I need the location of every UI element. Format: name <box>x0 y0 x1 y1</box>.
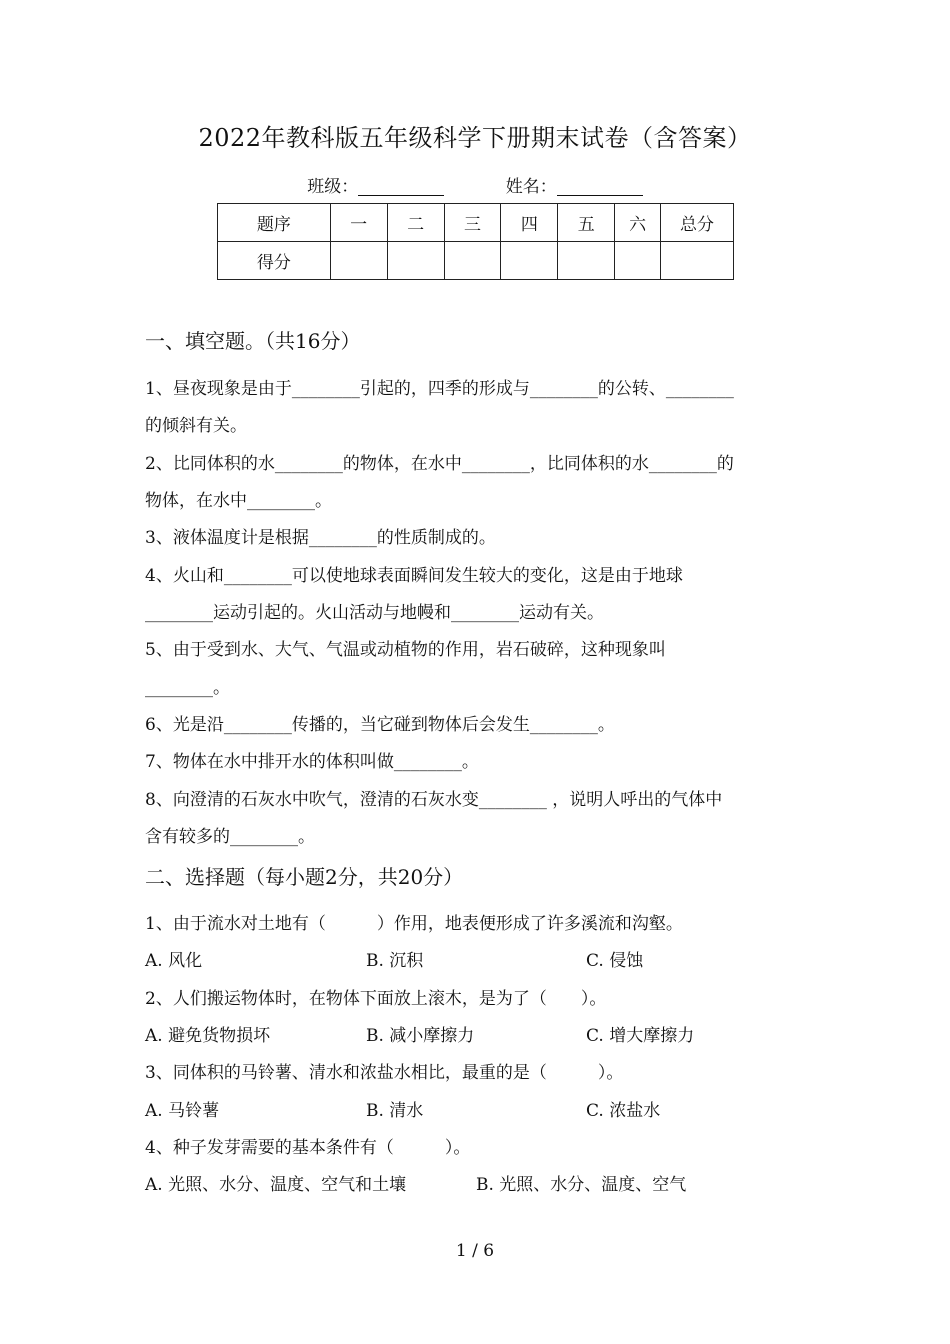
q3-option-b[interactable]: B. 清水 <box>366 1101 424 1121</box>
section1-line: 含有较多的________。 <box>145 827 315 847</box>
score-cell[interactable] <box>330 242 387 280</box>
header-cell: 三 <box>444 204 501 242</box>
q2-option-b[interactable]: B. 减小摩擦力 <box>366 1026 475 1046</box>
class-blank[interactable] <box>358 177 444 196</box>
section1-line: 6、光是沿________传播的，当它碰到物体后会发生________。 <box>145 715 615 735</box>
section2-heading: 二、选择题（每小题2分，共20分） <box>145 865 464 889</box>
student-info <box>0 172 950 197</box>
question-1: 1、由于流水对土地有（ ）作用，地表便形成了许多溪流和沟壑。 <box>145 914 683 934</box>
score-cell[interactable] <box>615 242 661 280</box>
section1-line: 8、向澄清的石灰水中吹气，澄清的石灰水变________ ，说明人呼出的气体中 <box>145 790 723 810</box>
question-2: 2、人们搬运物体时，在物体下面放上滚木，是为了（ ）。 <box>145 989 607 1009</box>
header-cell: 总分 <box>661 204 734 242</box>
score-cell[interactable] <box>501 242 558 280</box>
q4-option-b[interactable]: B. 光照、水分、温度、空气 <box>476 1175 687 1195</box>
page-title: 2022年教科版五年级科学下册期末试卷（含答案） <box>198 124 752 152</box>
q2-option-c[interactable]: C. 增大摩擦力 <box>586 1026 695 1046</box>
section1-line: 物体，在水中________。 <box>145 491 332 511</box>
name-blank[interactable] <box>557 177 643 196</box>
section1-line: 5、由于受到水、大气、气温或动植物的作用，岩石破碎，这种现象叫 <box>145 640 666 660</box>
score-table-score-row <box>218 242 734 280</box>
q3-option-c[interactable]: C. 浓盐水 <box>586 1101 661 1121</box>
section1-line: ________。 <box>145 678 230 698</box>
header-cell: 一 <box>330 204 387 242</box>
question-3: 3、同体积的马铃薯、清水和浓盐水相比，最重的是（ ）。 <box>145 1063 624 1083</box>
header-cell: 五 <box>558 204 615 242</box>
section1-line: 的倾斜有关。 <box>145 416 247 436</box>
header-cell: 四 <box>501 204 558 242</box>
name-label: 姓名： <box>505 177 557 197</box>
q1-option-b[interactable]: B. 沉积 <box>366 951 424 971</box>
score-cell[interactable] <box>661 242 734 280</box>
question-4: 4、种子发芽需要的基本条件有（ ）。 <box>145 1138 471 1158</box>
score-cell[interactable] <box>444 242 501 280</box>
header-cell: 六 <box>615 204 661 242</box>
section1-line: 4、火山和________可以使地球表面瞬间发生较大的变化，这是由于地球 <box>145 566 683 586</box>
q2-option-a[interactable]: A. 避免货物损坏 <box>145 1026 271 1046</box>
q4-option-a[interactable]: A. 光照、水分、温度、空气和土壤 <box>145 1175 407 1195</box>
section1-line: 7、物体在水中排开水的体积叫做________。 <box>145 752 479 772</box>
score-row-label: 得分 <box>218 242 331 280</box>
section1-line: ________运动引起的。火山活动与地幔和________运动有关。 <box>145 603 604 623</box>
score-table-header-row <box>218 204 734 242</box>
q1-option-c[interactable]: C. 侵蚀 <box>586 951 644 971</box>
header-cell: 题序 <box>218 204 331 242</box>
section1-line: 3、液体温度计是根据________的性质制成的。 <box>145 528 496 548</box>
q1-option-a[interactable]: A. 风化 <box>145 951 203 971</box>
score-table <box>217 203 734 280</box>
section1-line: 1、昼夜现象是由于________引起的，四季的形成与________的公转、________ <box>145 379 734 399</box>
score-cell[interactable] <box>558 242 615 280</box>
header-cell: 二 <box>387 204 444 242</box>
page-number: 1 / 6 <box>455 1241 495 1261</box>
section1-line: 2、比同体积的水________的物体，在水中________，比同体积的水________的 <box>145 454 734 474</box>
q3-option-a[interactable]: A. 马铃薯 <box>145 1101 220 1121</box>
class-label: 班级： <box>307 177 359 197</box>
score-cell[interactable] <box>387 242 444 280</box>
section1-heading: 一、填空题。（共16分） <box>145 329 361 353</box>
